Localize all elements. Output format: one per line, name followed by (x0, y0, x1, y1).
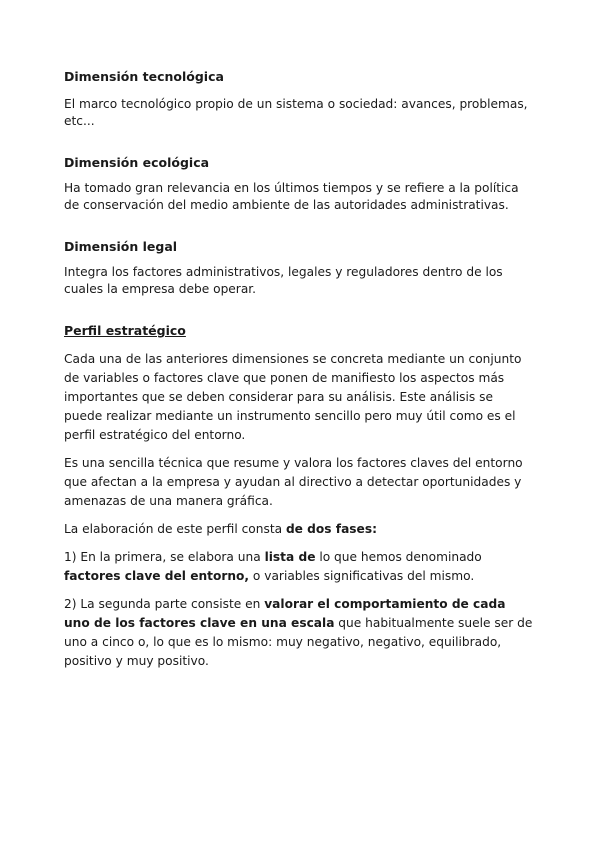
section-dimension-tecnologica (64, 68, 534, 130)
perfil-paragraph-1: Cada una de las anteriores dimensiones se concreta mediante un conjunto de variables o factores clave que ponen de manifiesto los aspectos más importantes que se deben considerar para su análisis. Este análisis se puede realizar mediante un instrumento sencillo pero muy útil como es el perfil estratégico del entorno. (64, 352, 522, 442)
perfil-paragraph-4 (64, 548, 534, 586)
text-run: o variables significativas del mismo. (249, 569, 475, 583)
section-text: Integra los factores administrativos, legales y reguladores dentro de los cuales la empresa debe operar. (64, 265, 503, 296)
section-title: Dimensión legal (64, 239, 178, 254)
section-text: El marco tecnológico propio de un sistema o sociedad: avances, problemas, etc... (64, 97, 528, 128)
bold-run: de dos fases: (285, 522, 377, 536)
perfil-paragraph-3 (64, 520, 534, 539)
section-dimension-ecologica (64, 154, 534, 214)
perfil-title: Perfil estratégico (64, 323, 186, 338)
perfil-paragraph-5 (64, 595, 534, 671)
bold-run: factores clave del entorno, (64, 569, 250, 583)
text-run: que habitualmente suele ser de uno a cinco o, lo que es lo mismo: muy negativo, negativo, equilibrado, positivo y muy positivo. (64, 616, 533, 668)
section-dimension-legal (64, 238, 534, 298)
text-run: La elaboración de este perfil consta (64, 522, 286, 536)
section-title: Dimensión tecnológica (64, 69, 224, 84)
text-run: 1) En la primera, se elabora una (64, 550, 265, 564)
text-run: 2) La segunda parte consiste en (64, 597, 265, 611)
bold-run: lista de (264, 550, 316, 564)
section-title: Dimensión ecológica (64, 155, 210, 170)
perfil-paragraph-2: Es una sencilla técnica que resume y valora los factores claves del entorno que afectan a la empresa y ayudan al directivo a detectar oportunidades y amenazas de una manera gráfica. (64, 456, 523, 508)
document-page (64, 68, 534, 680)
section-perfil-estrategico (64, 322, 534, 671)
section-text: Ha tomado gran relevancia en los últimos tiempos y se refiere a la política de conservación del medio ambiente de las autoridades administrativas. (64, 181, 519, 212)
bold-run: valorar el comportamiento de cada uno de los factores clave en una escala (64, 597, 506, 630)
text-run: lo que hemos denominado (315, 550, 482, 564)
